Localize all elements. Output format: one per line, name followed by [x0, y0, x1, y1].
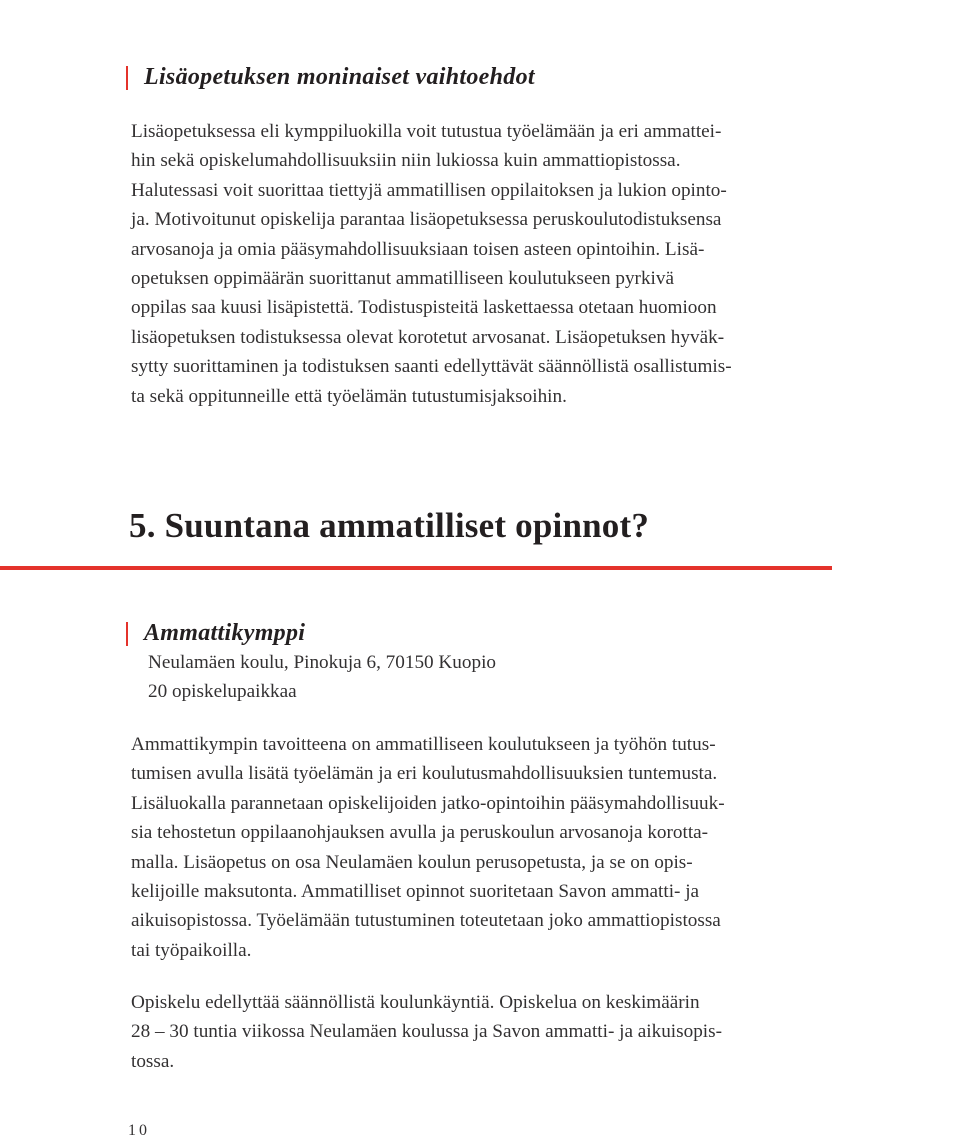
paragraph-line: kelijoille maksutonta. Ammatilliset opinnot suoritetaan Savon ammatti- ja: [131, 881, 700, 903]
page-number: 10: [128, 1122, 150, 1139]
paragraph-line: tossa.: [131, 1050, 175, 1072]
paragraph-line: sytty suorittaminen ja todistuksen saanti edellyttävät säännöllistä osallistumis-: [131, 356, 732, 378]
paragraph-line: Opiskelu edellyttää säännöllistä koulunkäyntiä. Opiskelua on keskimäärin: [131, 992, 700, 1013]
school-places: 20 opiskelupaikkaa: [148, 681, 297, 702]
paragraph-line: lisäopetuksen todistuksessa olevat korotetut arvosanat. Lisäopetuksen hyväk-: [131, 326, 725, 348]
paragraph-line: 28 – 30 tuntia viikossa Neulamäen koulussa ja Savon ammatti- ja aikuisopis-: [131, 1021, 722, 1043]
paragraph-line: oppilas saa kuusi lisäpistettä. Todistuspisteitä laskettaessa otetaan huomioon: [131, 297, 717, 319]
ammattikymppi-paragraph-1: [131, 730, 725, 965]
paragraph-line: aikuisopistossa. Työelämään tutustuminen toteutetaan joko ammattiopistossa: [131, 910, 721, 932]
section-heading-lisaopetus: [126, 64, 535, 91]
paragraph-line: malla. Lisäopetus on osa Neulamäen koulun perusopetusta, ja se on opis-: [131, 851, 693, 873]
lisaopetus-paragraph: [131, 117, 732, 411]
paragraph-line: Lisäluokalla parannetaan opiskelijoiden jatko-opintoihin pääsymahdollisuuk-: [131, 792, 725, 814]
school-info: [148, 648, 496, 706]
paragraph-line: opetuksen oppimäärän suorittanut ammatilliseen koulutukseen pyrkivä: [131, 268, 674, 290]
paragraph-line: ja. Motivoitunut opiskelija parantaa lisäopetuksessa peruskoulutodistuksensa: [131, 209, 722, 231]
paragraph-line: sia tehostetun oppilaanohjauksen avulla ja peruskoulun arvosanoja korotta-: [131, 822, 709, 844]
school-address: Neulamäen koulu, Pinokuja 6, 70150 Kuopio: [148, 652, 496, 673]
chapter-title: 5. Suuntana ammatilliset opinnot?: [129, 506, 650, 545]
paragraph-line: Lisäopetuksessa eli kymppiluokilla voit tutustua työelämään ja eri ammattei-: [131, 121, 722, 142]
paragraph-line: tai työpaikoilla.: [131, 939, 252, 961]
heading-marker-bar: [126, 66, 128, 90]
paragraph-line: Halutessasi voit suorittaa tiettyjä ammatillisen oppilaitoksen ja lukion opinto-: [131, 179, 727, 201]
paragraph-line: hin sekä opiskelumahdollisuuksiin niin lukiossa kuin ammattiopistossa.: [131, 150, 681, 172]
ammattikymppi-paragraph-2: [131, 988, 722, 1076]
chapter-divider: [0, 566, 832, 570]
paragraph-line: Ammattikympin tavoitteena on ammatilliseen koulutukseen ja työhön tutus-: [131, 734, 716, 755]
paragraph-line: ta sekä oppitunneille että työelämän tutustumisjaksoihin.: [131, 385, 567, 407]
section-heading-text: Ammattikymppi: [144, 620, 306, 646]
paragraph-line: arvosanoja ja omia pääsymahdollisuuksiaan toisen asteen opintoihin. Lisä-: [131, 238, 705, 260]
heading-marker-bar: [126, 622, 128, 646]
section-heading-text: Lisäopetuksen moninaiset vaihtoehdot: [144, 64, 535, 90]
section-heading-ammattikymppi: [126, 620, 305, 647]
paragraph-line: tumisen avulla lisätä työelämän ja eri koulutusmahdollisuuksien tuntemusta.: [131, 763, 718, 785]
